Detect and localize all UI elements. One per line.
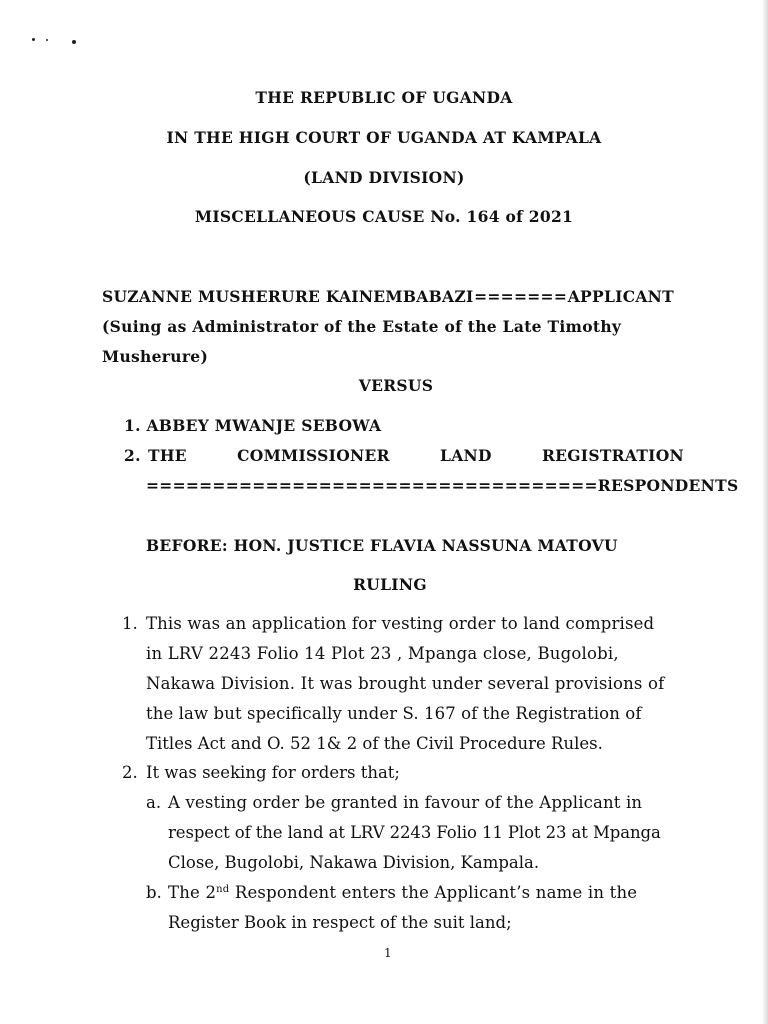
item-b-line-2: Register Book in respect of the suit land;	[168, 913, 512, 932]
page-edge	[762, 0, 768, 1024]
suing-line-2: Musherure)	[102, 347, 209, 366]
respondent-2-name	[148, 446, 684, 465]
para-1-line-5: Titles Act and O. 52 1& 2 of the Civil Procedure Rules.	[146, 734, 603, 753]
respondents-role: RESPONDENTS	[597, 476, 739, 495]
respondent-2-word-3: LAND	[440, 446, 492, 465]
applicant-role: APPLICANT	[567, 287, 674, 306]
para-2-number: 2.	[122, 763, 138, 782]
versus-label: VERSUS	[358, 376, 434, 395]
para-1-line-1: This was an application for vesting order to land comprised	[146, 614, 655, 633]
para-1-line-2: in LRV 2243 Folio 14 Plot 23 , Mpanga close, Bugolobi,	[146, 644, 619, 663]
respondent-2-number: 2.	[124, 446, 141, 465]
respondent-1-name: ABBEY MWANJE SEBOWA	[146, 416, 382, 435]
applicant-line	[102, 287, 674, 306]
item-b-line-1-pre: The 2	[168, 883, 217, 902]
item-b-line-1	[168, 883, 637, 902]
item-b-number: b.	[146, 883, 162, 902]
ruling-title: RULING	[353, 575, 427, 594]
respondent-2-word-4: REGISTRATION	[541, 446, 684, 465]
division-heading: (LAND DIVISION)	[303, 168, 465, 187]
respondent-1	[124, 416, 381, 435]
respondents-line	[146, 476, 739, 495]
cause-heading: MISCELLANEOUS CAUSE No. 164 of 2021	[194, 207, 574, 226]
item-a-line-2: respect of the land at LRV 2243 Folio 11 Plot 23 at Mpanga	[168, 823, 661, 842]
para-1-number: 1.	[122, 614, 138, 633]
respondent-1-number: 1.	[124, 416, 141, 435]
para-1-line-3: Nakawa Division. It was brought under several provisions of	[146, 674, 665, 693]
respondents-separator: ==================================	[146, 476, 598, 495]
suing-line-1	[102, 317, 684, 336]
applicant-name: SUZANNE MUSHERURE KAINEMBABAZI	[102, 287, 474, 306]
page-number: 1	[384, 946, 392, 960]
item-b-line-1-post: Respondent enters the Applicant’s name in the	[229, 883, 638, 902]
respondent-2-word-1: THE	[148, 446, 187, 465]
item-b-superscript: nd	[216, 884, 230, 895]
suing-text: (Suing as Administrator of the Estate of the Late Timothy	[102, 317, 622, 336]
applicant-separator: =======	[474, 287, 568, 306]
respondent-2-word-2: COMMISSIONER	[237, 446, 390, 465]
republic-heading: THE REPUBLIC OF UGANDA	[255, 88, 513, 107]
item-a-line-3: Close, Bugolobi, Nakawa Division, Kampala.	[168, 853, 540, 872]
before-line: BEFORE: HON. JUSTICE FLAVIA NASSUNA MATOVU	[146, 536, 618, 555]
item-a-line-1: A vesting order be granted in favour of the Applicant in	[168, 793, 643, 812]
para-2-line: It was seeking for orders that;	[146, 763, 400, 782]
court-heading: IN THE HIGH COURT OF UGANDA AT KAMPALA	[166, 128, 602, 147]
item-a-number: a.	[146, 793, 162, 812]
para-1-line-4: the law but specifically under S. 167 of the Registration of	[146, 704, 642, 723]
